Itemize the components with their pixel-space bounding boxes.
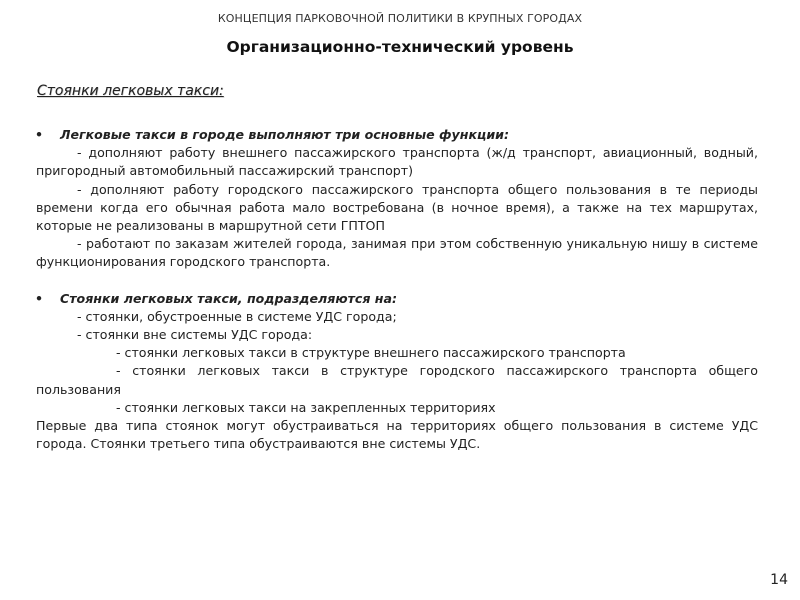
slide-content [36, 126, 758, 453]
subtype-item: - стоянки легковых такси в структуре городского пассажирского транспорта общего пользования [36, 363, 758, 397]
page-number: 14 [770, 572, 788, 588]
bullet-dot-icon: • [35, 290, 44, 306]
function-item: - дополняют работу внешнего пассажирского транспорта (ж/д транспорт, авиационный, водный, пригородный автомобильный пассажирский транспорт) [36, 145, 758, 179]
types-summary: Первые два типа стоянок могут обустраиваться на территориях общего пользования в системе УДС города. Стоянки третьего типа обустраиваются вне системы УДС. [36, 418, 758, 452]
presentation-header: КОНЦЕПЦИЯ ПАРКОВОЧНОЙ ПОЛИТИКИ В КРУПНЫХ ГОРОДАХ [217, 12, 583, 25]
bullet-functions [36, 126, 758, 144]
slide-title: Организационно-технический уровень [226, 38, 574, 56]
function-item: - работают по заказам жителей города, занимая при этом собственную уникальную нишу в системе функционирования городского транспорта. [36, 236, 758, 270]
spacer [36, 272, 758, 290]
functions-heading: Легковые такси в городе выполняют три основные функции: [60, 127, 510, 142]
type-item: - стоянки вне системы УДС города: [77, 327, 313, 343]
bullet-types [36, 290, 758, 308]
bullet-dot-icon: • [35, 127, 44, 142]
subtype-item: - стоянки легковых такси на закрепленных территориях [116, 399, 496, 415]
type-item: - стоянки, обустроенные в системе УДС города; [77, 308, 397, 324]
function-item: - дополняют работу городского пассажирского транспорта общего пользования в те периоды времени когда его обычная работа мало востребована (в ночное время), а также на тех маршрутах, которые не реализованы в маршрутной сети ГПТОП [36, 181, 758, 234]
types-heading: Стоянки легковых такси, подразделяются на: [60, 290, 398, 306]
section-title: Стоянки легковых такси: [37, 83, 224, 99]
subtype-item: - стоянки легковых такси в структуре внешнего пассажирского транспорта [116, 345, 626, 361]
